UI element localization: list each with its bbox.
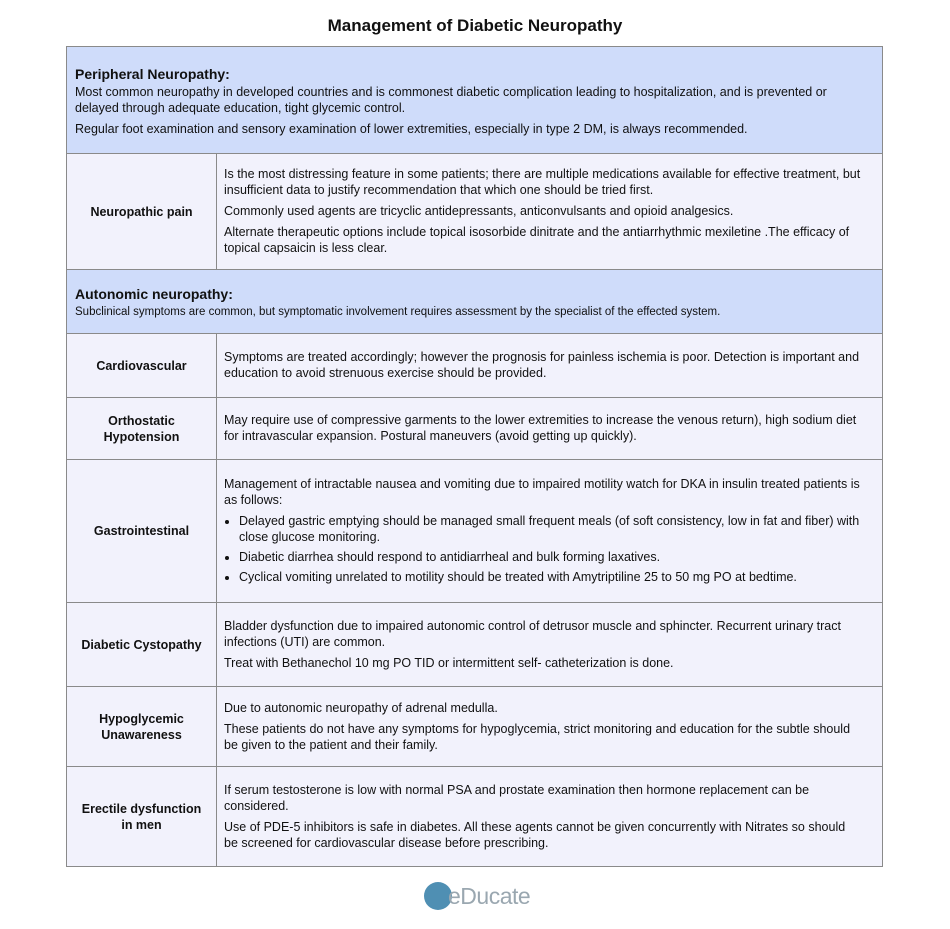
bullet-list [224, 513, 862, 589]
row-text: Use of PDE-5 inhibitors is safe in diabetes. All these agents cannot be given concurrently with Nitrates so should be screened for cardiovascular disease before prescribing. [224, 819, 846, 850]
table-row-erectile-dysfunction [67, 767, 882, 866]
educate-logo [424, 880, 531, 914]
table-row-gastrointestinal [67, 460, 882, 603]
row-text: If serum testosterone is low with normal PSA and prostate examination then hormone replacement can be considered. [224, 782, 810, 813]
autonomic-neuropathy-section [67, 270, 882, 334]
row-label: Gastrointestinal [67, 460, 217, 602]
table-row-neuropathic-pain [67, 154, 882, 270]
row-label: Erectile dysfunction in men [67, 767, 217, 866]
table-row-hypoglycemic-unawareness [67, 687, 882, 767]
row-content [217, 687, 882, 766]
list-item: • Diabetic diarrhea should respond to antidiarrheal and bulk forming laxatives. [239, 549, 862, 565]
row-content [217, 398, 882, 459]
peripheral-neuropathy-section [67, 47, 882, 154]
section-heading: Autonomic neuropathy: [75, 286, 233, 302]
row-text: Commonly used agents are tricyclic antidepressants, anticonvulsants and opioid analgesics. [224, 204, 734, 218]
section-heading: Peripheral Neuropathy: [75, 66, 230, 82]
logo-text: eDucate [448, 883, 531, 909]
row-text: Is the most distressing feature in some patients; there are multiple medications available for effective treatment, but insufficient data to justify recommendation that which one should be tried first. [224, 167, 861, 197]
row-text: Bladder dysfunction due to impaired autonomic control of detrusor muscle and sphincter. Recurrent urinary tract infections (UTI) are common. [224, 618, 841, 649]
row-content [217, 603, 882, 686]
row-label: Orthostatic Hypotension [67, 398, 217, 459]
page-title: Management of Diabetic Neuropathy [327, 16, 623, 35]
section-text: Subclinical symptoms are common, but symptomatic involvement requires assessment by the specialist of the effected system. [75, 306, 721, 318]
list-item: • Delayed gastric emptying should be managed small frequent meals (of soft consistency, low in fat and fiber) with close glucose monitoring. [239, 513, 862, 545]
row-text: Treat with Bethanechol 10 mg PO TID or intermittent self- catheterization is done. [224, 655, 674, 670]
row-label: Neuropathic pain [67, 154, 217, 269]
row-content [217, 334, 882, 397]
row-text: Symptoms are treated accordingly; however the prognosis for painless ischemia is poor. Detection is important and education to avoid strenuous exercise should be provided. [224, 350, 860, 380]
section-text: Most common neuropathy in developed countries and is commonest diabetic complication leading to hospitalization, and is prevented or delayed through adequate education, tight glycemic control. [75, 85, 827, 115]
list-item: • Cyclical vomiting unrelated to motility should be treated with Amytriptiline 25 to 50 mg PO at bedtime. [239, 569, 862, 585]
neuropathy-table [66, 46, 883, 867]
row-label: Cardiovascular [67, 334, 217, 397]
row-content [217, 154, 882, 269]
row-label: Diabetic Cystopathy [67, 603, 217, 686]
table-row-cardiovascular [67, 334, 882, 398]
row-content [217, 460, 882, 602]
row-text: May require use of compressive garments to the lower extremities to increase the venous return), high sodium diet for intravascular expansion. Postural maneuvers (avoid getting up quickly). [224, 413, 857, 443]
row-label: Hypoglycemic Unawareness [67, 687, 217, 766]
row-content [217, 767, 882, 866]
row-text: Alternate therapeutic options include topical isosorbide dinitrate and the antiarrhythmic mexiletine .The efficacy of topical capsaicin is less clear. [224, 225, 850, 255]
table-row-diabetic-cystopathy [67, 603, 882, 687]
row-text: Due to autonomic neuropathy of adrenal medulla. [224, 700, 498, 715]
section-text: Regular foot examination and sensory examination of lower extremities, especially in type 2 DM, is always recommended. [75, 122, 748, 136]
row-text: These patients do not have any symptoms for hypoglycemia, strict monitoring and education for the subtle should be given to the patient and their family. [224, 721, 851, 752]
row-text: Management of intractable nausea and vomiting due to impaired motility watch for DKA in insulin treated patients is as follows: [224, 476, 860, 507]
table-row-orthostatic-hypotension [67, 398, 882, 460]
